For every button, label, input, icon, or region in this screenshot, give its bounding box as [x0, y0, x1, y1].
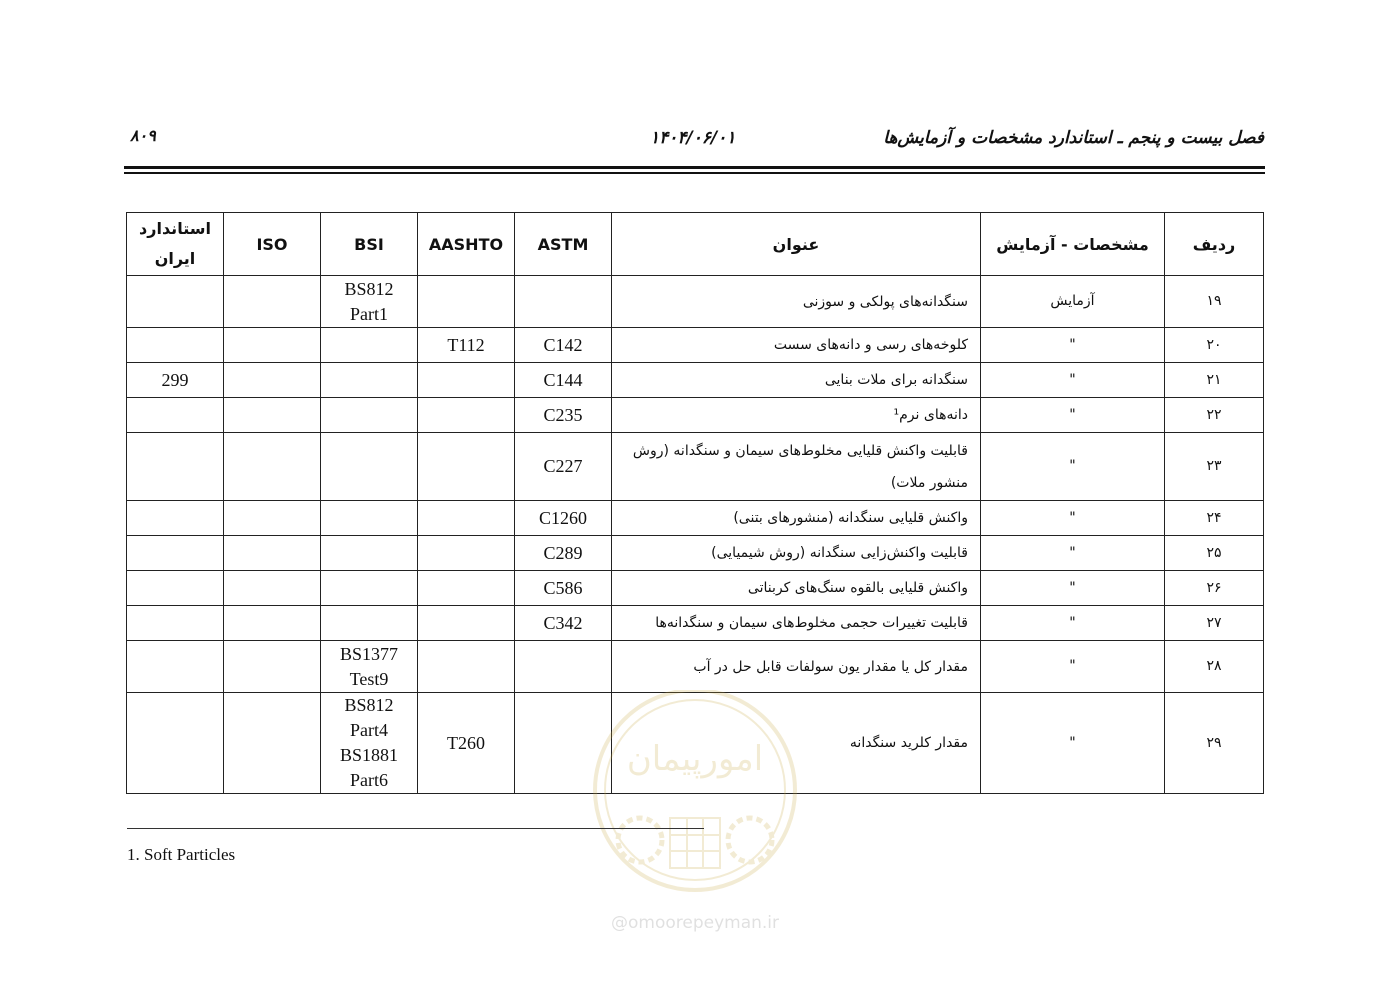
aashto-cell — [418, 433, 515, 501]
title-cell: کلوخه‌های رسی و دانه‌های سست — [612, 328, 981, 363]
row-number: ۲۹ — [1165, 693, 1264, 794]
iso-cell — [224, 571, 321, 606]
bsi-cell — [321, 536, 418, 571]
iran-cell — [127, 398, 224, 433]
bsi-cell — [321, 571, 418, 606]
iso-cell — [224, 641, 321, 693]
row-number: ۲۸ — [1165, 641, 1264, 693]
title-cell: دانه‌های نرم¹ — [612, 398, 981, 433]
row-number: ۲۷ — [1165, 606, 1264, 641]
row-number: ۲۴ — [1165, 501, 1264, 536]
bsi-cell — [321, 501, 418, 536]
astm-cell — [515, 276, 612, 328]
header-aashto: AASHTO — [418, 213, 515, 276]
bsi-cell — [321, 398, 418, 433]
table-row — [127, 276, 1264, 328]
table-row — [127, 433, 1264, 501]
row-number: ۲۱ — [1165, 363, 1264, 398]
header-row-number: ردیف — [1165, 213, 1264, 276]
spec-cell: " — [981, 693, 1165, 794]
bsi-cell — [321, 363, 418, 398]
iran-cell — [127, 276, 224, 328]
aashto-cell: T112 — [418, 328, 515, 363]
iran-cell — [127, 693, 224, 794]
aashto-cell — [418, 536, 515, 571]
iran-cell — [127, 571, 224, 606]
title-cell: سنگدانه‌های پولکی و سوزنی — [612, 276, 981, 328]
aashto-cell — [418, 363, 515, 398]
astm-cell — [515, 641, 612, 693]
footnote: 1. Soft Particles — [127, 845, 236, 864]
spec-cell: " — [981, 606, 1165, 641]
table-row — [127, 641, 1264, 693]
astm-cell: C1260 — [515, 501, 612, 536]
iso-cell — [224, 276, 321, 328]
header-iso: ISO — [224, 213, 321, 276]
title-cell: قابلیت تغییرات حجمی مخلوط‌های سیمان و سنگدانه‌ها — [612, 606, 981, 641]
aashto-cell — [418, 501, 515, 536]
spec-cell: آزمایش — [981, 276, 1165, 328]
iso-cell — [224, 501, 321, 536]
row-number: ۲۳ — [1165, 433, 1264, 501]
row-number: ۲۶ — [1165, 571, 1264, 606]
header-title: عنوان — [612, 213, 981, 276]
spec-cell: " — [981, 501, 1165, 536]
chapter-title: فصل بیست و پنجم ـ استاندارد مشخصات و آزمایش‌ها — [883, 128, 1264, 148]
iso-cell — [224, 398, 321, 433]
iso-cell — [224, 606, 321, 641]
iran-cell — [127, 641, 224, 693]
aashto-cell — [418, 276, 515, 328]
header-rule-thick — [124, 166, 1265, 169]
astm-cell: C235 — [515, 398, 612, 433]
astm-cell: C289 — [515, 536, 612, 571]
astm-cell: C227 — [515, 433, 612, 501]
iran-cell — [127, 536, 224, 571]
astm-cell: C586 — [515, 571, 612, 606]
astm-cell: C144 — [515, 363, 612, 398]
title-cell: مقدار کل یا مقدار یون سولفات قابل حل در آب — [612, 641, 981, 693]
title-cell: سنگدانه برای ملات بنایی — [612, 363, 981, 398]
iran-cell — [127, 328, 224, 363]
iran-cell: 299 — [127, 363, 224, 398]
aashto-cell — [418, 398, 515, 433]
table-row — [127, 571, 1264, 606]
edition-date: ۱۴۰۴/۰۶/۰۱ — [650, 128, 736, 148]
spec-cell: " — [981, 571, 1165, 606]
table-row — [127, 363, 1264, 398]
header-rule-thin — [124, 172, 1265, 174]
iso-cell — [224, 363, 321, 398]
title-cell: قابلیت واکنش قلیایی مخلوط‌های سیمان و سنگدانه (روش منشور ملات) — [612, 433, 981, 501]
header-astm: ASTM — [515, 213, 612, 276]
page-number: ۸۰۹ — [130, 126, 156, 145]
title-cell: مقدار کلرید سنگدانه — [612, 693, 981, 794]
footnote-rule — [127, 828, 704, 829]
row-number: ۲۰ — [1165, 328, 1264, 363]
iran-cell — [127, 433, 224, 501]
standards-table — [126, 212, 1264, 794]
bsi-cell — [321, 328, 418, 363]
table-row — [127, 328, 1264, 363]
iran-cell — [127, 606, 224, 641]
astm-cell — [515, 693, 612, 794]
spec-cell: " — [981, 641, 1165, 693]
iso-cell — [224, 536, 321, 571]
spec-cell: " — [981, 328, 1165, 363]
title-cell: واکنش قلیایی بالقوه سنگ‌های کربناتی — [612, 571, 981, 606]
spec-cell: " — [981, 398, 1165, 433]
bsi-cell — [321, 606, 418, 641]
row-number: ۲۲ — [1165, 398, 1264, 433]
row-number: ۲۵ — [1165, 536, 1264, 571]
header-bsi: BSI — [321, 213, 418, 276]
astm-cell: C342 — [515, 606, 612, 641]
table-row — [127, 693, 1264, 794]
row-number: ۱۹ — [1165, 276, 1264, 328]
aashto-cell: T260 — [418, 693, 515, 794]
header-spec: مشخصات - آزمایش — [981, 213, 1165, 276]
header-iran: استاندارد ایران — [127, 213, 224, 276]
table-row — [127, 398, 1264, 433]
bsi-cell: BS1377 Test9 — [321, 641, 418, 693]
iso-cell — [224, 433, 321, 501]
bsi-cell — [321, 433, 418, 501]
watermark-text: @omoorepeyman.ir — [610, 913, 780, 933]
bsi-cell: BS812 Part1 — [321, 276, 418, 328]
spec-cell: " — [981, 363, 1165, 398]
bsi-cell: BS812 Part4 BS1881 Part6 — [321, 693, 418, 794]
title-cell: واکنش قلیایی سنگدانه (منشورهای بتنی) — [612, 501, 981, 536]
watermark-logo-text: امورپیمان — [626, 739, 764, 779]
table-row — [127, 536, 1264, 571]
table-row — [127, 606, 1264, 641]
iso-cell — [224, 693, 321, 794]
table-header-row — [127, 213, 1264, 276]
aashto-cell — [418, 571, 515, 606]
iran-cell — [127, 501, 224, 536]
spec-cell: " — [981, 433, 1165, 501]
aashto-cell — [418, 606, 515, 641]
iso-cell — [224, 328, 321, 363]
table-row — [127, 501, 1264, 536]
astm-cell: C142 — [515, 328, 612, 363]
aashto-cell — [418, 641, 515, 693]
title-cell: قابلیت واکنش‌زایی سنگدانه (روش شیمیایی) — [612, 536, 981, 571]
spec-cell: " — [981, 536, 1165, 571]
